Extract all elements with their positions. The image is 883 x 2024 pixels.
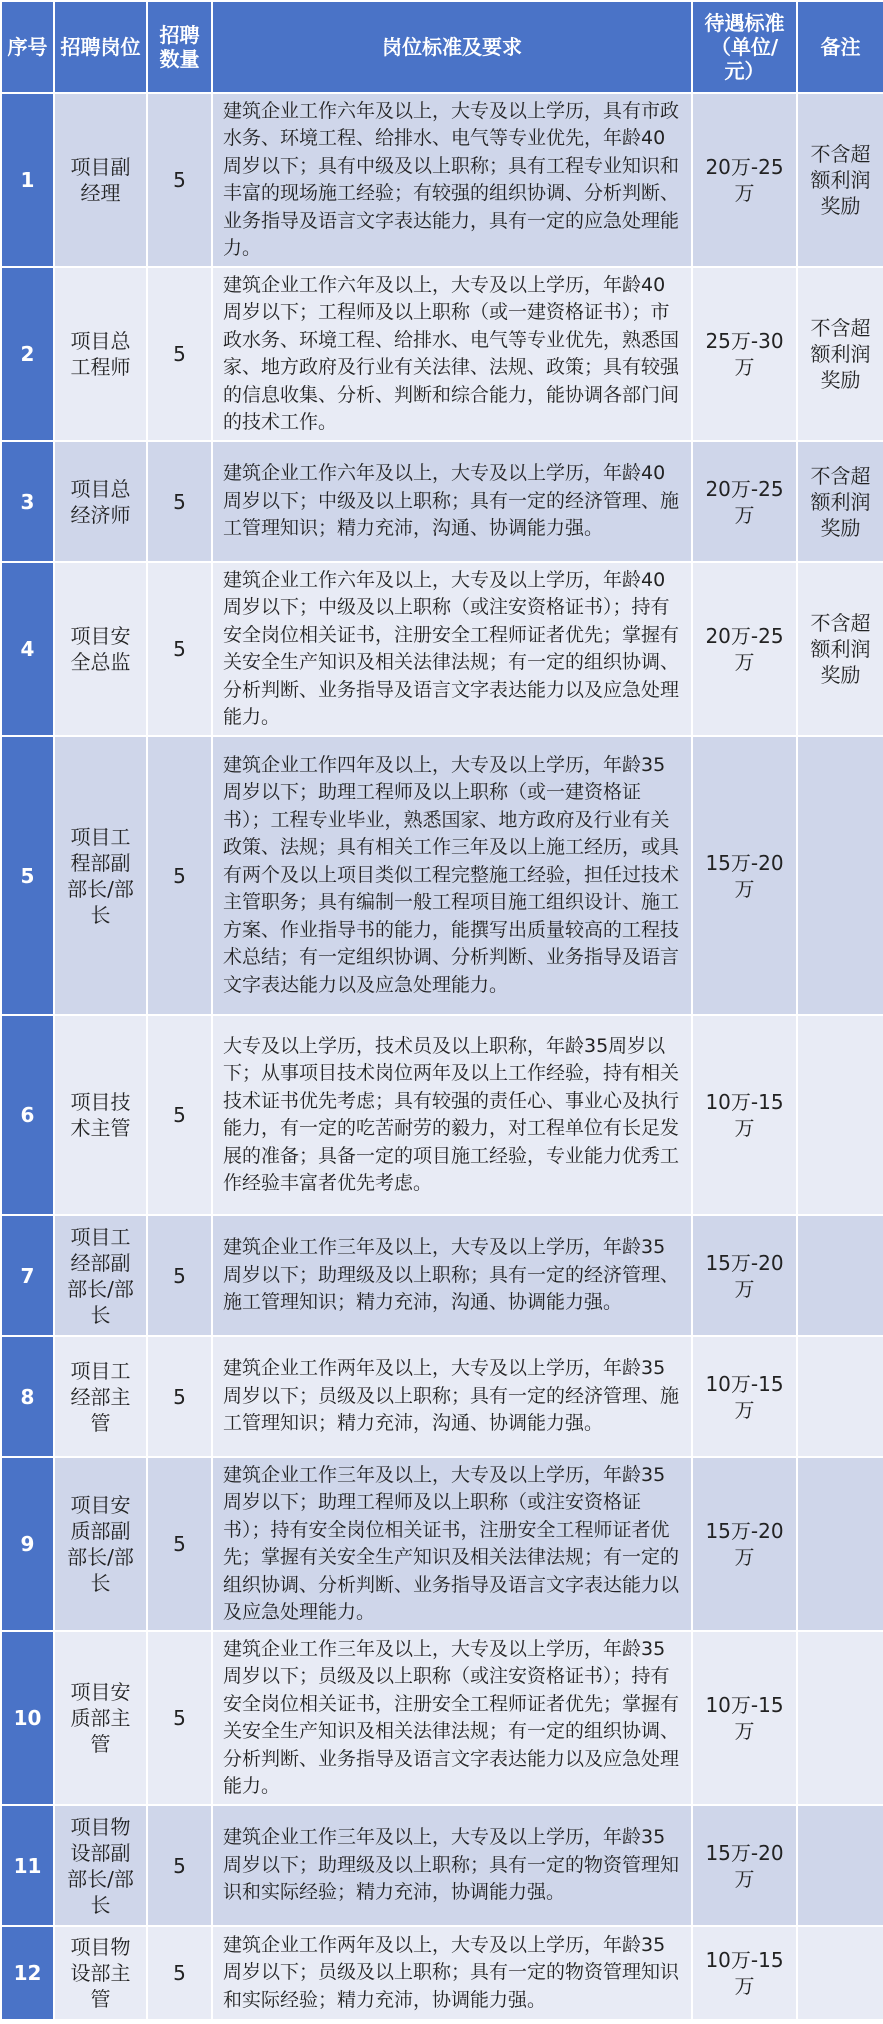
row-number: 4 [1,562,54,736]
table-row [1,1215,883,1336]
row-number: 11 [1,1805,54,1926]
row-count: 5 [147,267,212,441]
row-number: 10 [1,1631,54,1805]
row-post: 项目物设部主管 [54,1926,147,2020]
table-row [1,1631,883,1805]
table-header [1,1,883,93]
row-count: 5 [147,1215,212,1336]
row-note [797,1926,883,2020]
row-note [797,736,883,1015]
row-note [797,1457,883,1631]
row-salary: 15万-20万 [692,1805,797,1926]
row-requirements: 建筑企业工作三年及以上，大专及以上学历，年龄35周岁以下；助理级及以上职称；具有一定的物资管理知识和实际经验；精力充沛，协调能力强。 [212,1805,692,1926]
row-count: 5 [147,1015,212,1215]
header-requirements: 岗位标准及要求 [212,1,692,93]
row-post: 项目技术主管 [54,1015,147,1215]
row-salary: 15万-20万 [692,1457,797,1631]
row-post: 项目总经济师 [54,441,147,562]
row-salary: 15万-20万 [692,736,797,1015]
table-row [1,1336,883,1457]
row-post: 项目物设部副部长/部长 [54,1805,147,1926]
row-requirements: 建筑企业工作三年及以上，大专及以上学历，年龄35周岁以下；员级及以上职称（或注安资格证书）；持有安全岗位相关证书，注册安全工程师证者优先；掌握有关安全生产知识及相关法律法规；有一定的组织协调、分析判断、业务指导及语言文字表达能力以及应急处理能力。 [212,1631,692,1805]
row-count: 5 [147,1631,212,1805]
table-row [1,736,883,1015]
row-salary: 15万-20万 [692,1215,797,1336]
row-note [797,1336,883,1457]
row-count: 5 [147,736,212,1015]
row-number: 7 [1,1215,54,1336]
header-salary: 待遇标准（单位/元） [692,1,797,93]
row-salary: 25万-30万 [692,267,797,441]
row-requirements: 建筑企业工作三年及以上，大专及以上学历，年龄35周岁以下；助理级及以上职称；具有一定的经济管理、施工管理知识；精力充沛，沟通、协调能力强。 [212,1215,692,1336]
row-count: 5 [147,1457,212,1631]
header-note: 备注 [797,1,883,93]
table-row [1,562,883,736]
row-requirements: 建筑企业工作三年及以上，大专及以上学历，年龄35周岁以下；助理工程师及以上职称（或注安资格证书）；持有安全岗位相关证书，注册安全工程师证者优先；掌握有关安全生产知识及相关法律法规；有一定的组织协调、分析判断、业务指导及语言文字表达能力以及应急处理能力。 [212,1457,692,1631]
row-post: 项目工经部主管 [54,1336,147,1457]
row-count: 5 [147,562,212,736]
row-salary: 10万-15万 [692,1631,797,1805]
row-count: 5 [147,1805,212,1926]
row-post: 项目安质部主管 [54,1631,147,1805]
row-number: 2 [1,267,54,441]
row-salary: 10万-15万 [692,1926,797,2020]
row-requirements: 建筑企业工作六年及以上，大专及以上学历，年龄40周岁以下；中级及以上职称；具有一定的经济管理、施工管理知识；精力充沛，沟通、协调能力强。 [212,441,692,562]
row-note [797,1215,883,1336]
table-body [1,93,883,2020]
row-count: 5 [147,1926,212,2020]
row-count: 5 [147,1336,212,1457]
row-post: 项目安全总监 [54,562,147,736]
row-number: 1 [1,93,54,267]
row-note [797,1631,883,1805]
row-requirements: 建筑企业工作两年及以上，大专及以上学历，年龄35周岁以下；员级及以上职称；具有一定的物资管理知识和实际经验；精力充沛，协调能力强。 [212,1926,692,2020]
row-post: 项目安质部副部长/部长 [54,1457,147,1631]
row-requirements: 大专及以上学历，技术员及以上职称，年龄35周岁以下；从事项目技术岗位两年及以上工作经验，持有相关技术证书优先考虑；具有较强的责任心、事业心及执行能力，有一定的吃苦耐劳的毅力，对工程单位有长足发展的准备；具备一定的项目施工经验，专业能力优秀工作经验丰富者优先考虑。 [212,1015,692,1215]
row-post: 项目工经部副部长/部长 [54,1215,147,1336]
row-number: 3 [1,441,54,562]
row-note [797,1015,883,1215]
table-row [1,267,883,441]
row-requirements: 建筑企业工作两年及以上，大专及以上学历，年龄35周岁以下；员级及以上职称；具有一定的经济管理、施工管理知识；精力充沛，沟通、协调能力强。 [212,1336,692,1457]
row-salary: 20万-25万 [692,441,797,562]
row-requirements: 建筑企业工作四年及以上，大专及以上学历，年龄35周岁以下；助理工程师及以上职称（或一建资格证书）；工程专业毕业，熟悉国家、地方政府及行业有关政策、法规；具有相关工作三年及以上施工经历，或具有两个及以上项目类似工程完整施工经验，担任过技术主管职务；具有编制一般工程项目施工组织设计、施工方案、作业指导书的能力，能撰写出质量较高的工程技术总结；有一定组织协调、分析判断、业务指导及语言文字表达能力以及应急处理能力。 [212,736,692,1015]
row-count: 5 [147,93,212,267]
header-no: 序号 [1,1,54,93]
row-number: 12 [1,1926,54,2020]
row-requirements: 建筑企业工作六年及以上，大专及以上学历，具有市政水务、环境工程、给排水、电气等专业优先，年龄40周岁以下；具有中级及以上职称；具有工程专业知识和丰富的现场施工经验；有较强的组织协调、分析判断、业务指导及语言文字表达能力，具有一定的应急处理能力。 [212,93,692,267]
row-note: 不含超额利润奖励 [797,562,883,736]
row-requirements: 建筑企业工作六年及以上，大专及以上学历，年龄40周岁以下；工程师及以上职称（或一建资格证书）；市政水务、环境工程、给排水、电气等专业优先，熟悉国家、地方政府及行业有关法律、法规、政策；具有较强的信息收集、分析、判断和综合能力，能协调各部门间的技术工作。 [212,267,692,441]
table-row [1,441,883,562]
table-row [1,1926,883,2020]
row-salary: 10万-15万 [692,1336,797,1457]
row-requirements: 建筑企业工作六年及以上，大专及以上学历，年龄40周岁以下；中级及以上职称（或注安资格证书）；持有安全岗位相关证书，注册安全工程师证者优先；掌握有关安全生产知识及相关法律法规；有一定的组织协调、分析判断、业务指导及语言文字表达能力以及应急处理能力。 [212,562,692,736]
row-note [797,1805,883,1926]
row-salary: 20万-25万 [692,93,797,267]
table-row [1,93,883,267]
row-number: 9 [1,1457,54,1631]
header-post: 招聘岗位 [54,1,147,93]
row-number: 8 [1,1336,54,1457]
row-note: 不含超额利润奖励 [797,441,883,562]
table-row [1,1805,883,1926]
row-note: 不含超额利润奖励 [797,267,883,441]
row-salary: 20万-25万 [692,562,797,736]
row-post: 项目总工程师 [54,267,147,441]
row-count: 5 [147,441,212,562]
row-number: 5 [1,736,54,1015]
row-salary: 10万-15万 [692,1015,797,1215]
row-number: 6 [1,1015,54,1215]
header-count: 招聘数量 [147,1,212,93]
table-row [1,1457,883,1631]
row-post: 项目工程部副部长/部长 [54,736,147,1015]
row-post: 项目副经理 [54,93,147,267]
header-row [1,1,883,93]
row-note: 不含超额利润奖励 [797,93,883,267]
table-row [1,1015,883,1215]
